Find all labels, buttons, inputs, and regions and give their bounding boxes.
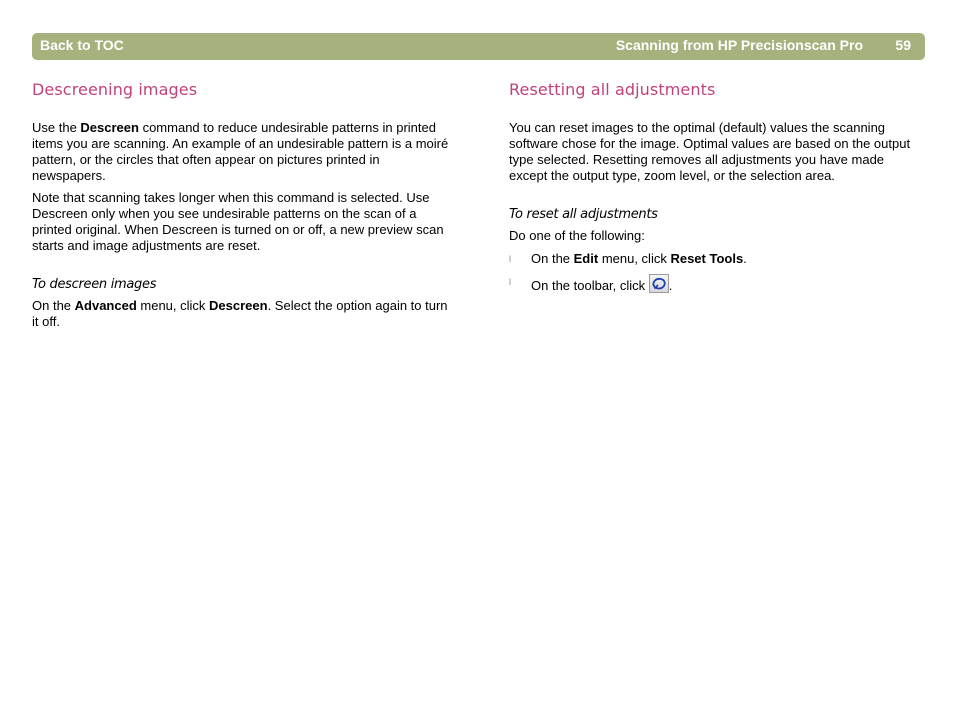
resetting-heading: Resetting all adjustments: [509, 80, 716, 99]
left-column: [32, 80, 452, 330]
descreen-procedure-heading: To descreen images: [32, 277, 157, 292]
descreen-intro-paragraph: Use the Descreen command to reduce undesirable patterns in printed items you are scanning. An example of an undesirable pattern is a moiré pattern, or the circles that often appear on pictures printed in newspapers.: [32, 120, 449, 183]
bullet-mark: l: [509, 254, 511, 264]
chapter-title: Scanning from HP Precisionscan Pro: [615, 37, 863, 53]
right-column: [509, 80, 923, 294]
reset-tools-icon[interactable]: [649, 274, 669, 293]
descreening-heading: Descreening images: [32, 80, 198, 99]
reset-intro-paragraph: You can reset images to the optimal (default) values the scanning software chose for the image. Optimal values are based on the output type selected. Resetting removes all adjustments you have made except the output type, zoom level, or the selection area.: [509, 120, 911, 183]
descreen-procedure-step: On the Advanced menu, click Descreen. Select the option again to turn it off.: [32, 298, 448, 329]
list-item: l On the Edit menu, click Reset Tools.: [509, 251, 747, 266]
bullet-mark: l: [509, 277, 511, 287]
back-to-toc-link[interactable]: Back to TOC: [40, 37, 124, 53]
page-number: 59: [895, 37, 911, 53]
descreen-note-paragraph: Note that scanning takes longer when this command is selected. Use Descreen only when you see undesirable patterns on the scan of a printed original. When Descreen is turned on or off, a new preview scan starts and image adjustments are reset.: [32, 190, 444, 253]
reset-procedure-heading: To reset all adjustments: [509, 207, 658, 222]
reset-options-intro: Do one of the following:: [509, 228, 645, 243]
list-item: l On the toolbar, click .: [509, 274, 923, 294]
header-bar: [32, 33, 925, 60]
descreen-command-term: Descreen: [80, 120, 139, 135]
